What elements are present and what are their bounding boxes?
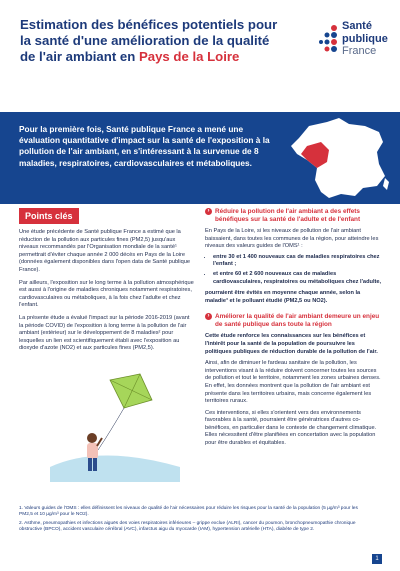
arrow-right-icon: › <box>205 313 212 320</box>
section-paragraph: pourraient être évités en moyenne chaque année, selon la maladie³ et le polluant étudié (PM2,5 ou NO2). <box>205 290 361 304</box>
list-item: • entre 30 et 1 400 nouveaux cas de maladies respiratoires chez l'enfant ; <box>213 254 383 269</box>
title-region: Pays de la Loire <box>138 49 240 64</box>
page-number: 1 <box>372 554 382 564</box>
key-point-paragraph: Par ailleurs, l'exposition sur le long terme à la pollution atmosphérique est aussi à l'origine de maladies chroniques notamment respiratoires, cardiovasculaires ou métaboliques, à la fois chez l'adulte et chez l'enfant. <box>19 279 194 309</box>
intro-band <box>0 112 400 204</box>
findings-column <box>205 208 383 448</box>
footnote: 2. Asthme, pneumopathies et infections aiguës des voies respiratoires inférieures – grippe exclue (ALRI), cancer du poumon, bronchopneumopathie chronique obstructive (BPCO), accident vasculaire cérébral (AVC), infarctus aigu du myocarde (IAM), hypertension artérielle (HTA), diabète de type 2. <box>19 520 356 533</box>
key-points-column <box>19 206 194 353</box>
key-point-paragraph: Une étude précédente de Santé publique France a estimé que la réduction de la pollution aux particules fines (PM2,5) jusqu'aux niveaux recommandés par l'Organisation mondiale de la santé¹ permettrait d'éviter chaque année 2 000 décès en Pays de la Loire (données également disponibles dans l'open data de Santé publique France). <box>19 229 191 273</box>
santepubliquefrance-logo <box>318 18 390 70</box>
child-with-kite-illustration <box>40 372 190 482</box>
logo-text: Santé publique France <box>342 20 388 57</box>
arrow-right-icon: › <box>205 208 212 215</box>
intro-text: Pour la première fois, Santé publique France a mené une évaluation quantitative d'impact sur la santé de l'exposition à la pollution de l'air ambiant, en s'intéressant à la survenue de 8 maladies, respiratoires, cardiovasculaires et métaboliques. <box>19 124 270 168</box>
key-points-label: Points clés <box>19 208 79 224</box>
section-paragraph: Ces interventions, si elles s'orientent vers des environnements favorables à la santé, pourraient être génératrices d'autres co-bénéfices, en particulier dans le contexte de changement climatique. Elles nécessitent d'être planifiées en concertation avec la population pour être durables et équitables. <box>205 409 377 447</box>
title-lead: Estimation des bénéfices potentiels pour la santé d'une amélioration de la qualité de l'air ambiant en <box>20 17 278 64</box>
header <box>0 0 400 112</box>
footnotes <box>19 506 369 536</box>
logo-dots-icon <box>318 22 340 54</box>
bullet-list <box>205 254 383 286</box>
document-title <box>20 17 285 65</box>
list-item: • et entre 60 et 2 600 nouveaux cas de maladies cardiovasculaires, respiratoires ou métaboliques chez l'adulte, <box>213 271 383 286</box>
key-point-paragraph: La présente étude a évalué l'impact sur la période 2016-2019 (avant la période COVID) de l'exposition à long terme à la pollution de l'air ambiant (extérieur) sur le développement de 8 maladies² pour lesquelles un lien est scientifiquement établi avec l'exposition au dioxyde d'azote (NO2) et aux particules fines (PM2,5). <box>19 314 190 352</box>
section-paragraph: Cette étude renforce les connaissances sur les bénéfices et l'intérêt pour la santé de la population de poursuivre les politiques publiques de réduction durable de la pollution de l'air. <box>205 333 378 355</box>
france-map-icon <box>287 116 393 202</box>
section-paragraph: En Pays de la Loire, si les niveaux de pollution de l'air ambiant baissaient, dans toutes les communes de la région, pour atteindre les niveaux des valeurs guides de l'OMS¹ : <box>205 228 379 250</box>
footnote: 1. Valeurs guides de l'OMS : elles définissent les niveaux de qualité de l'air nécessaires pour réduire les risques pour la santé de la population (5 µg/m³ pour les PM2,5 et 10 µg/m³ pour le NO2). <box>19 506 358 518</box>
section-heading: › Améliorer la qualité de l'air ambiant demeure un enjeu de santé publique dans toute la région <box>205 313 383 329</box>
section-heading: › Réduire la pollution de l'air ambiant a des effets bénéfiques sur la santé de l'adulte et de l'enfant <box>205 208 383 224</box>
section-paragraph: Ainsi, afin de diminuer le fardeau sanitaire de la pollution, les interventions visant à la réduire doivent concerner toutes les sources de pollution et tout le territoire, notamment les zones urbaines denses. En effet, les données montrent que la pollution de l'air ambiant est présente dans les territoires urbains, mais concerne également les territoires ruraux. <box>205 360 381 405</box>
